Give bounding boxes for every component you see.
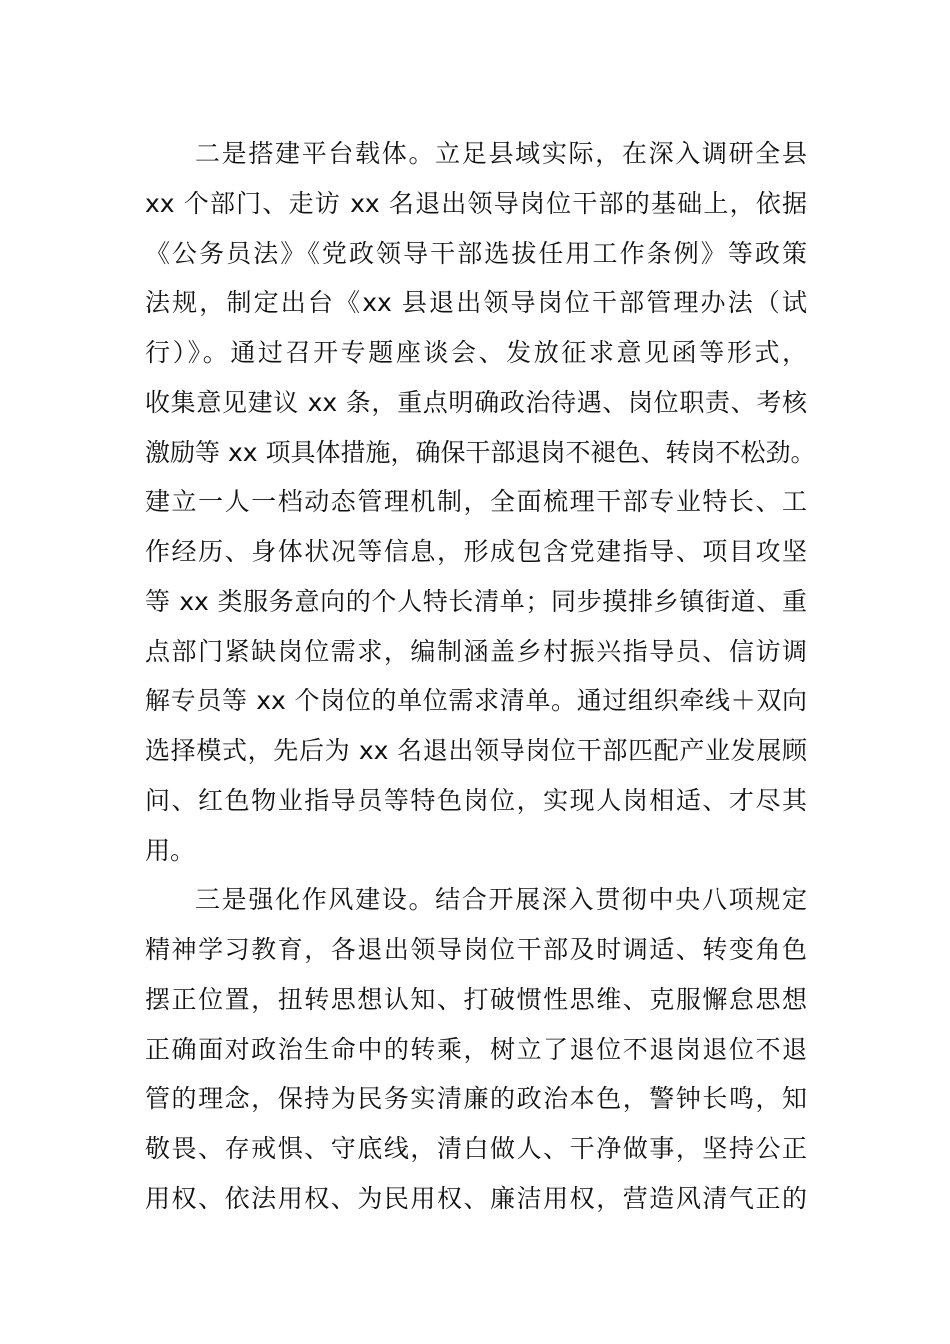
- paragraph-line: 正确面对政治生命中的转乘，树立了退位不退岗退位不退: [145, 1034, 807, 1064]
- paragraph-line: 问、红色物业指导员等特色岗位，实现人岗相适、才尽其: [145, 785, 807, 815]
- paragraph-line: 三是强化作风建设。结合开展深入贯彻中央八项规定: [195, 885, 807, 915]
- paragraph-line: 法规，制定出台《xx 县退出领导岗位干部管理办法（试: [145, 288, 807, 318]
- paragraph-line: 等 xx 类服务意向的个人特长清单；同步摸排乡镇街道、重: [145, 586, 807, 616]
- paragraph-platform: [145, 129, 816, 875]
- paragraph-conduct: [145, 875, 807, 1223]
- document-body: [145, 129, 816, 1224]
- paragraph-line: 作经历、身体状况等信息，形成包含党建指导、项目攻坚: [145, 537, 807, 566]
- paragraph-line: 点部门紧缺岗位需求，编制涵盖乡村振兴指导员、信访调: [145, 636, 807, 666]
- paragraph-line: 用权、依法用权、为民用权、廉洁用权，营造风清气正的: [145, 1183, 807, 1213]
- paragraph-line: 精神学习教育，各退出领导岗位干部及时调适、转变角色: [145, 935, 807, 964]
- paragraph-line: 收集意见建议 xx 条，重点明确政治待遇、岗位职责、考核: [145, 387, 807, 417]
- paragraph-line: 摆正位置，扭转思想认知、打破惯性思维、克服懈怠思想: [145, 984, 807, 1014]
- paragraph-line: 敬畏、存戒惧、守底线，清白做人、干净做事，坚持公正: [145, 1134, 807, 1163]
- paragraph-line: xx 个部门、走访 xx 名退出领导岗位干部的基础上，依据: [145, 188, 807, 218]
- paragraph-line: 行）》。通过召开专题座谈会、发放征求意见函等形式，: [145, 338, 807, 367]
- paragraph-line: 解专员等 xx 个岗位的单位需求清单。通过组织牵线＋双向: [145, 686, 807, 716]
- paragraph-line: 激励等 xx 项具体措施，确保干部退岗不褪色、转岗不松劲。: [145, 437, 816, 467]
- paragraph-line: 《公务员法》《党政领导干部选拔任用工作条例》等政策: [145, 238, 807, 268]
- paragraph-line: 管的理念，保持为民务实清廉的政治本色，警钟长鸣，知: [145, 1084, 807, 1114]
- paragraph-line: 二是搭建平台载体。立足县域实际，在深入调研全县: [195, 139, 807, 168]
- paragraph-line: 用。: [145, 835, 196, 865]
- paragraph-line: 建立一人一档动态管理机制，全面梳理干部专业特长、工: [145, 487, 807, 517]
- paragraph-line: 选择模式，先后为 xx 名退出领导岗位干部匹配产业发展顾: [145, 736, 807, 765]
